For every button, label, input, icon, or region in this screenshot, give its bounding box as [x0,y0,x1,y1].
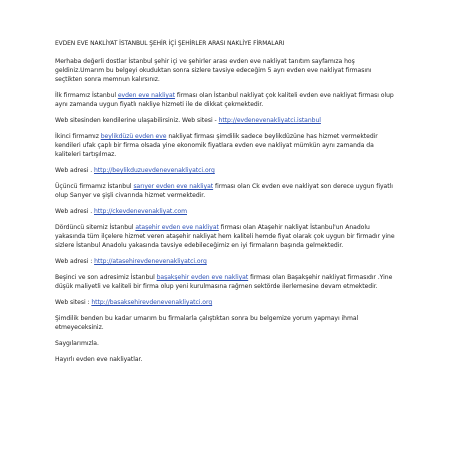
second-firm-url-link[interactable]: http://beylikduzuevdenevenakliyatci.org [93,167,215,175]
third-firm-url-link[interactable]: http://ckevdenevenakliyat.com [93,208,187,215]
third-firm-paragraph: Üçüncü firmamız İstanbul sarıyer evden eve nakliyat firması olan Ck evden eve nakliyat son derece uygun fiyatlı olup Sarıyer ve şişli civarında hizmet vermektedir. [55,183,393,200]
first-firm-url-link[interactable]: http://evdenevenakliyatci.istanbul [218,117,321,125]
fourth-firm-paragraph: Dördüncü sitemiz İstanbul ataşehir evden eve nakliyat firması olan Ataşehir nakliyat İstanbul'un Anadolu yakasında tüm ilçelere hizmet veren ataşehir nakliyat hem kaliteli hemde fiyat olarak çok uygun bir firmadır yine sizlere İstanbul Anadolu yakasında tavsiye edebileceğimiz en iyi firmaların başında gelmektedir. [55,223,395,250]
fifth-firm-website-line: Web sitesi : http://basaksehirevdenevenakliyatci.org [55,298,213,306]
sariyer-link[interactable]: sarıyer evden eve nakliyat [133,183,214,191]
basaksehir-link[interactable]: başakşehir evden eve nakliyat [156,273,249,281]
farewell-line: Hayırlı evden eve nakliyatlar. [55,355,143,363]
fifth-firm-paragraph: Beşinci ve son adresimiz İstanbul başakşehir evden eve nakliyat firması olan Başakşehir nakliyat firmasıdır .Yine düşük maliyetli ve kaliteli bir firma olup yeni kurulmasına rağmen sektörde ilerlemesine devam etmektedir. [55,273,393,290]
fourth-firm-url-link[interactable]: http://atasehirevdenevenakliyatci.org [94,257,207,265]
third-firm-website-line: Web adresi . http://ckevdenevenakliyat.com [55,208,187,215]
first-firm-paragraph: İlk firmamız İstanbul evden eve nakliyat firması olan İstanbul nakliyat çok kaliteli evden eve nakliyat firması olup aynı zamanda uygun fiyatlı nakliye hizmeti ile de dikkat çekmektedir. [55,92,394,109]
second-firm-website-line: Web adresi . http://beylikduzuevdenevenakliyatci.org [55,167,215,175]
evden-eve-nakliyat-link[interactable]: evden eve nakliyat [117,92,176,100]
regards-line: Saygılarımızla. [55,339,99,347]
document-title: EVDEN EVE NAKLİYAT İSTANBUL ŞEHİR İÇİ ŞEHİRLER ARASI NAKLİYE FİRMALARI [55,41,285,47]
first-firm-website-line: Web sitesinden kendilerine ulaşabilirsiniz. Web sitesi - http://evdenevenakliyatci.istanbul [55,117,321,125]
atasehir-link[interactable]: ataşehir evden eve nakliyat [135,223,219,231]
fourth-firm-website-line: Web adresi : http://atasehirevdenevenakliyatci.org [55,257,207,265]
fifth-firm-url-link[interactable]: http://basaksehirevdenevenakliyatci.org [91,298,213,306]
intro-paragraph: Merhaba değerli dostlar İstanbul şehir içi ve şehirler arası evden eve nakliyat tanıtım sayfamıza hoş geldiniz.Umarım bu belgeyi okuduktan sonra sizlere tavsiye edeceğim 5 ayrı evden eve nakliyat firmasını seçtikten sonra memnun kalırsınız. [55,58,372,84]
closing-paragraph: Şimdilik benden bu kadar umarım bu firmalarla çalıştıktan sonra bu belgemize yorum yapmayı ihmal etmeyeceksiniz. [55,314,359,331]
beylikduzu-link[interactable]: beylikdüzü evden eve [100,133,167,141]
second-firm-paragraph: İkinci firmamız beylikdüzü evden eve nakliyat firması şimdilik sadece beylikdüzüne has hizmet vermektedir kendileri ufak çaplı bir firma olsada yine ekonomik fiyatlara evden eve nakliyat mümkün aynı zamanda da kaliteleri tartışılmaz. [55,133,378,159]
